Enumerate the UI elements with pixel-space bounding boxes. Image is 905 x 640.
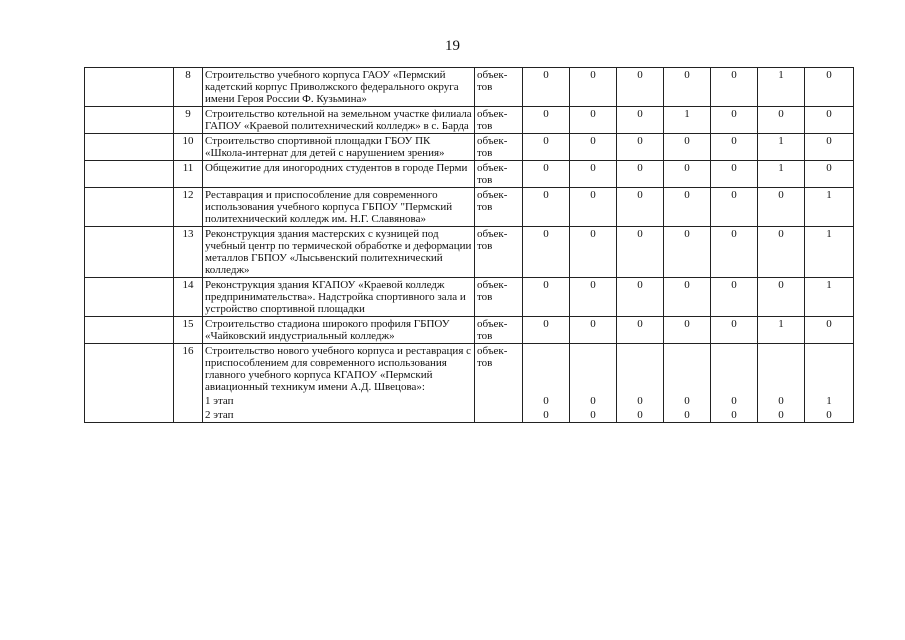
row-value: 0 xyxy=(523,317,570,344)
row-blank-cell xyxy=(85,394,174,408)
row-value: 0 xyxy=(711,227,758,278)
stage-value: 0 xyxy=(711,408,758,423)
row-value: 0 xyxy=(570,107,617,134)
stage-value: 0 xyxy=(758,394,805,408)
row-value: 0 xyxy=(617,278,664,317)
row-blank-cell xyxy=(85,227,174,278)
row-name: Реконструкция здания мастерских с кузницей под учебный центр по термической обработке и деформации металлов ГБПОУ «Лысьвенский политехнический колледж» xyxy=(203,227,475,278)
row-value-empty xyxy=(805,344,854,395)
table-row xyxy=(85,188,854,227)
row-name: Реставрация и приспособление для современного использования учебного корпуса ГБПОУ "Пермский политехнический колледж им. Н.Г. Славянова» xyxy=(203,188,475,227)
stage-unit-empty xyxy=(475,408,523,423)
stage-value: 0 xyxy=(523,408,570,423)
row-value: 0 xyxy=(570,317,617,344)
row-unit: объек-тов xyxy=(475,68,523,107)
row-value: 0 xyxy=(523,227,570,278)
row-number: 11 xyxy=(174,161,203,188)
row-value-empty xyxy=(758,344,805,395)
stage-value: 0 xyxy=(664,394,711,408)
table-row xyxy=(85,134,854,161)
stage-value: 0 xyxy=(664,408,711,423)
row-value: 0 xyxy=(805,68,854,107)
row-value-empty xyxy=(570,344,617,395)
row-blank-cell xyxy=(85,317,174,344)
stage-name: 1 этап xyxy=(203,394,475,408)
row-value: 0 xyxy=(805,134,854,161)
stage-value: 0 xyxy=(570,394,617,408)
stage-value: 0 xyxy=(570,408,617,423)
row-value: 0 xyxy=(664,68,711,107)
row-number: 9 xyxy=(174,107,203,134)
row-value: 0 xyxy=(617,68,664,107)
row-value: 0 xyxy=(758,278,805,317)
row-unit: объек-тов xyxy=(475,188,523,227)
row-value: 0 xyxy=(805,161,854,188)
stage-unit-empty xyxy=(475,394,523,408)
row-unit: объек-тов xyxy=(475,344,523,395)
row-blank-cell xyxy=(85,278,174,317)
stage-row xyxy=(85,394,854,408)
row-unit: объек-тов xyxy=(475,107,523,134)
row-value: 0 xyxy=(570,278,617,317)
row-blank-cell xyxy=(85,188,174,227)
row-value: 0 xyxy=(523,68,570,107)
row-number: 16 xyxy=(174,344,203,395)
row-value: 0 xyxy=(664,227,711,278)
stage-value: 1 xyxy=(805,394,854,408)
row-value: 1 xyxy=(758,317,805,344)
row-value: 0 xyxy=(617,227,664,278)
row-value: 0 xyxy=(617,188,664,227)
row-name: Общежитие для иногородних студентов в городе Перми xyxy=(203,161,475,188)
row-unit: объек-тов xyxy=(475,161,523,188)
stage-value: 0 xyxy=(617,408,664,423)
row-value: 0 xyxy=(664,188,711,227)
row-value: 0 xyxy=(758,227,805,278)
row-value: 0 xyxy=(523,161,570,188)
row-value: 0 xyxy=(617,317,664,344)
table-row xyxy=(85,278,854,317)
row-value: 0 xyxy=(758,107,805,134)
row-value: 0 xyxy=(664,134,711,161)
row-number: 15 xyxy=(174,317,203,344)
row-number: 14 xyxy=(174,278,203,317)
row-value: 0 xyxy=(711,161,758,188)
row-blank-cell xyxy=(85,107,174,134)
row-value: 0 xyxy=(570,227,617,278)
row-value: 0 xyxy=(805,107,854,134)
row-blank-cell xyxy=(85,161,174,188)
row-value: 0 xyxy=(617,107,664,134)
row-value: 1 xyxy=(758,134,805,161)
row-value: 0 xyxy=(711,107,758,134)
row-value: 1 xyxy=(758,161,805,188)
table-row xyxy=(85,68,854,107)
row-blank-cell xyxy=(85,134,174,161)
row-number: 12 xyxy=(174,188,203,227)
stage-value: 0 xyxy=(805,408,854,423)
row-value: 0 xyxy=(805,317,854,344)
row-value: 0 xyxy=(570,134,617,161)
row-unit: объек-тов xyxy=(475,317,523,344)
row-value: 0 xyxy=(523,107,570,134)
row-value: 0 xyxy=(758,188,805,227)
row-unit: объек-тов xyxy=(475,134,523,161)
row-value: 0 xyxy=(711,68,758,107)
row-blank-cell xyxy=(85,68,174,107)
row-blank-cell xyxy=(85,408,174,423)
stage-value: 0 xyxy=(758,408,805,423)
row-value: 0 xyxy=(664,278,711,317)
row-value: 0 xyxy=(617,161,664,188)
row-value: 1 xyxy=(805,278,854,317)
row-number: 10 xyxy=(174,134,203,161)
stage-name: 2 этап xyxy=(203,408,475,423)
row-value: 0 xyxy=(711,278,758,317)
row-blank-cell xyxy=(85,344,174,395)
row-unit: объек-тов xyxy=(475,278,523,317)
table-row xyxy=(85,344,854,395)
row-value: 0 xyxy=(664,161,711,188)
row-unit: объек-тов xyxy=(475,227,523,278)
row-value: 0 xyxy=(711,134,758,161)
row-name: Строительство котельной на земельном участке филиала ГАПОУ «Краевой политехнический колледж» в с. Барда xyxy=(203,107,475,134)
row-value: 0 xyxy=(570,161,617,188)
stage-value: 0 xyxy=(617,394,664,408)
stage-number-empty xyxy=(174,408,203,423)
row-value-empty xyxy=(664,344,711,395)
row-value: 0 xyxy=(523,278,570,317)
stage-value: 0 xyxy=(523,394,570,408)
row-value: 0 xyxy=(570,188,617,227)
stage-row xyxy=(85,408,854,423)
table-row xyxy=(85,227,854,278)
row-number: 8 xyxy=(174,68,203,107)
row-value: 0 xyxy=(664,317,711,344)
table-row xyxy=(85,317,854,344)
row-value-empty xyxy=(523,344,570,395)
row-value: 1 xyxy=(805,188,854,227)
page-number: 19 xyxy=(445,38,460,54)
row-value: 1 xyxy=(664,107,711,134)
stage-number-empty xyxy=(174,394,203,408)
row-value-empty xyxy=(711,344,758,395)
row-value-empty xyxy=(617,344,664,395)
row-value: 0 xyxy=(570,68,617,107)
row-value: 0 xyxy=(711,188,758,227)
table-row xyxy=(85,161,854,188)
row-value: 0 xyxy=(523,188,570,227)
row-value: 0 xyxy=(617,134,664,161)
row-name: Строительство нового учебного корпуса и реставрация с приспособлением для современного использования главного учебного корпуса КГАПОУ «Пермский авиационный техникум имени А.Д. Швецова»: xyxy=(203,344,475,395)
row-name: Строительство спортивной площадки ГБОУ ПК «Школа-интернат для детей с нарушением зрения» xyxy=(203,134,475,161)
stage-value: 0 xyxy=(711,394,758,408)
objects-table xyxy=(84,67,854,423)
row-value: 0 xyxy=(523,134,570,161)
row-value: 1 xyxy=(805,227,854,278)
table-row xyxy=(85,107,854,134)
row-name: Строительство учебного корпуса ГАОУ «Пермский кадетский корпус Приволжского федерального округа имени Героя России Ф. Кузьмина» xyxy=(203,68,475,107)
row-number: 13 xyxy=(174,227,203,278)
row-value: 1 xyxy=(758,68,805,107)
row-name: Реконструкция здания КГАПОУ «Краевой колледж предпринимательства». Надстройка спортивного зала и устройство спортивной площадки xyxy=(203,278,475,317)
row-value: 0 xyxy=(711,317,758,344)
row-name: Строительство стадиона широкого профиля ГБПОУ «Чайковский индустриальный колледж» xyxy=(203,317,475,344)
